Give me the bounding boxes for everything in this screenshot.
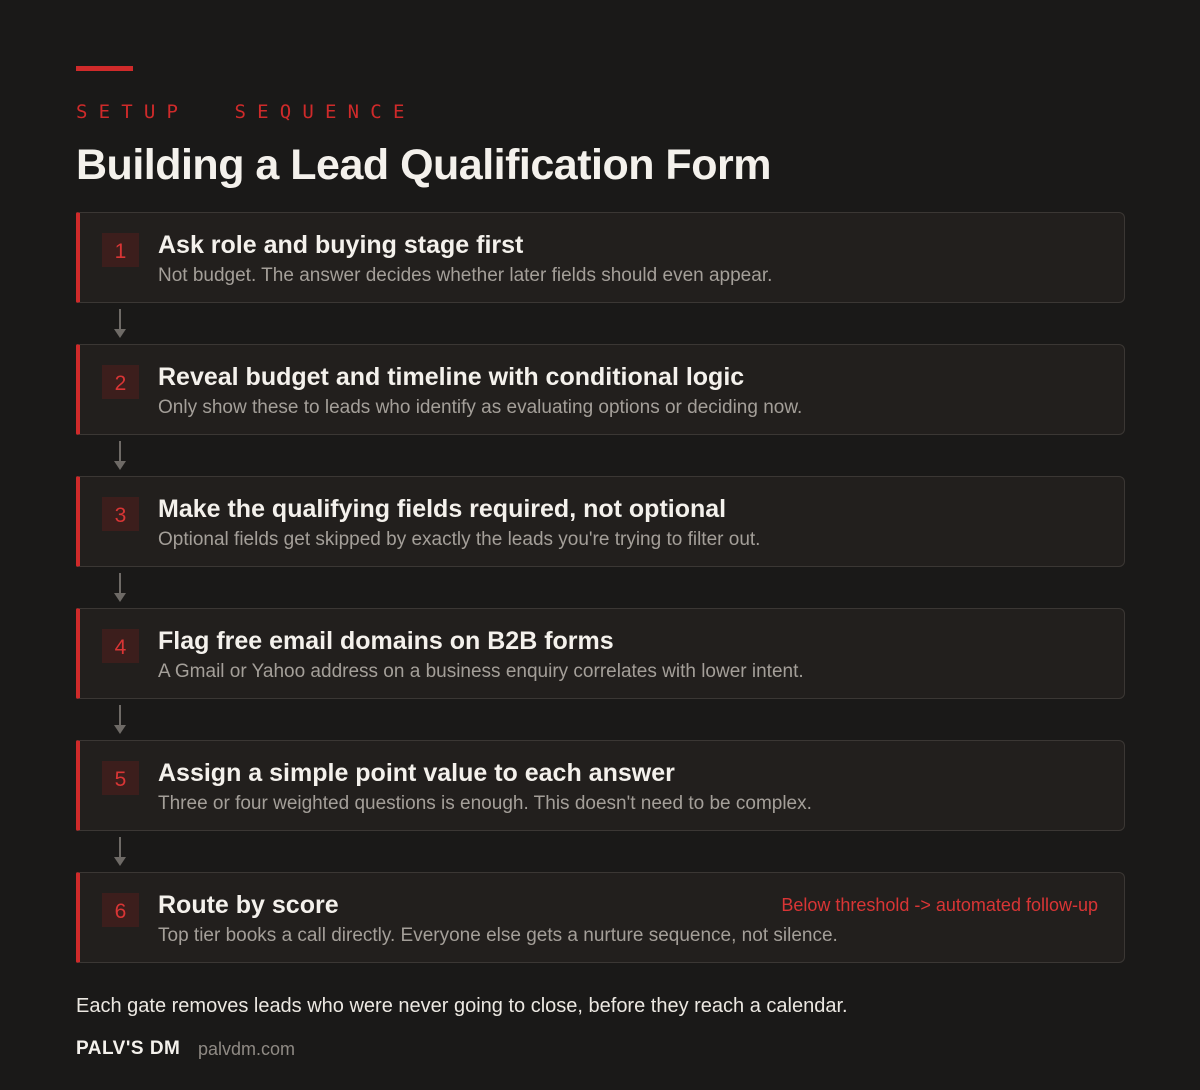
step-card-3 bbox=[76, 476, 1125, 567]
down-arrow-icon bbox=[76, 567, 1125, 608]
step-title: Make the qualifying fields required, not optional bbox=[158, 495, 727, 523]
step-card-4 bbox=[76, 608, 1125, 699]
step-number: 4 bbox=[102, 629, 139, 663]
accent-bar bbox=[76, 66, 133, 71]
step-description: A Gmail or Yahoo address on a business enquiry correlates with lower intent. bbox=[158, 661, 804, 682]
step-number: 3 bbox=[102, 497, 139, 531]
step-card-1 bbox=[76, 212, 1125, 303]
page-title: Building a Lead Qualification Form bbox=[76, 141, 771, 189]
step-title: Ask role and buying stage first bbox=[158, 231, 524, 259]
eyebrow-label: SETUP SEQUENCE bbox=[76, 101, 416, 123]
brand-url: palvdm.com bbox=[198, 1039, 296, 1059]
brand-name: PALV'S DM bbox=[76, 1038, 181, 1059]
step-list bbox=[76, 212, 1125, 963]
step-description: Top tier books a call directly. Everyone else gets a nurture sequence, not silence. bbox=[158, 925, 838, 946]
step-description: Only show these to leads who identify as evaluating options or deciding now. bbox=[158, 397, 803, 418]
step-note: Below threshold -> automated follow-up bbox=[781, 895, 1098, 915]
step-card-6 bbox=[76, 872, 1125, 963]
step-description: Optional fields get skipped by exactly the leads you're trying to filter out. bbox=[158, 529, 761, 550]
step-title: Flag free email domains on B2B forms bbox=[158, 627, 614, 655]
step-description: Three or four weighted questions is enough. This doesn't need to be complex. bbox=[158, 793, 812, 814]
down-arrow-icon bbox=[76, 699, 1125, 740]
step-card-2 bbox=[76, 344, 1125, 435]
step-card-5 bbox=[76, 740, 1125, 831]
down-arrow-icon bbox=[76, 303, 1125, 344]
step-number: 2 bbox=[102, 365, 139, 399]
step-title: Reveal budget and timeline with conditional logic bbox=[158, 363, 745, 391]
step-number: 6 bbox=[102, 893, 139, 927]
down-arrow-icon bbox=[76, 831, 1125, 872]
step-number: 5 bbox=[102, 761, 139, 795]
step-number: 1 bbox=[102, 233, 139, 267]
down-arrow-icon bbox=[76, 435, 1125, 476]
footer-note: Each gate removes leads who were never going to close, before they reach a calendar. bbox=[76, 995, 848, 1017]
step-title: Route by score bbox=[158, 891, 339, 919]
step-description: Not budget. The answer decides whether later fields should even appear. bbox=[158, 265, 773, 286]
step-title: Assign a simple point value to each answer bbox=[158, 759, 675, 787]
